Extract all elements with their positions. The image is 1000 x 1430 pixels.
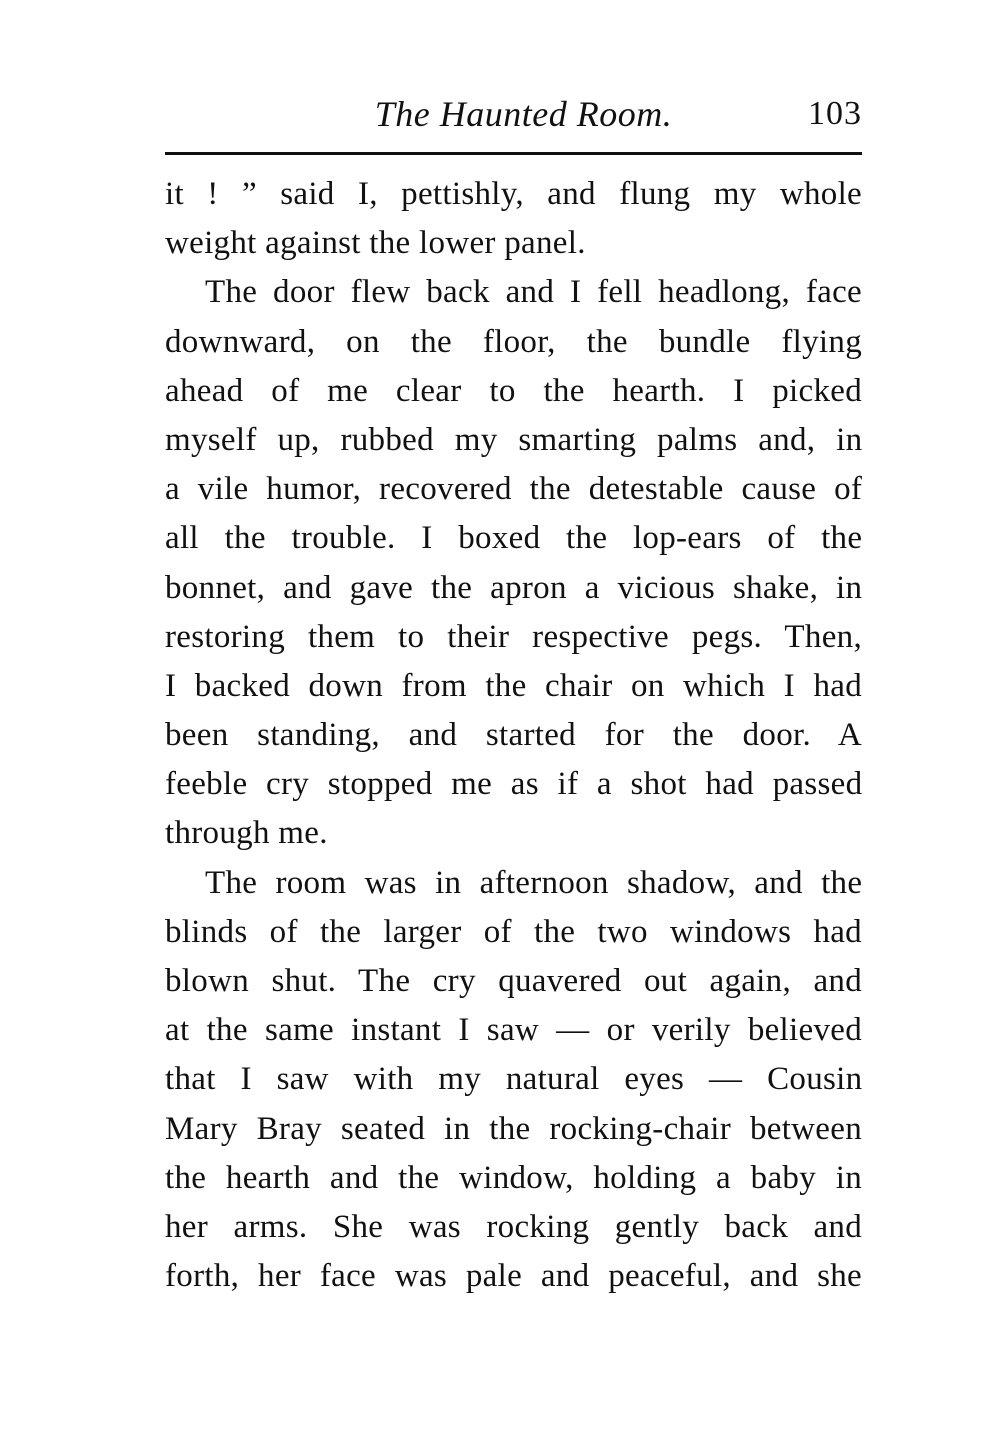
text-line: blinds of the larger of the two windows had — [165, 913, 862, 950]
running-head — [165, 88, 862, 140]
text-line: that I saw with my natural eyes — Cousin — [165, 1061, 863, 1098]
text-line: weight against the lower panel. — [165, 225, 586, 262]
text-line: bonnet, and gave the apron a vicious shake, in — [165, 569, 863, 606]
text-line: the hearth and the window, holding a baby in — [165, 1159, 862, 1196]
text-line: it ! ” said I, pettishly, and flung my whole — [165, 176, 862, 212]
text-line: through me. — [165, 815, 328, 852]
text-line: her arms. She was rocking gently back and — [165, 1208, 862, 1245]
text-line: a vile humor, recovered the detestable cause of — [165, 471, 863, 508]
text-line: myself up, rubbed my smarting palms and, in — [165, 421, 863, 458]
page-number: 103 — [808, 95, 862, 132]
text-line: ahead of me clear to the hearth. I picked — [165, 372, 862, 409]
paragraph — [165, 170, 862, 268]
text-line: been standing, and started for the door. A — [165, 717, 863, 754]
text-line: restoring them to their respective pegs. Then, — [165, 618, 862, 655]
text-line: The room was in afternoon shadow, and the — [205, 864, 863, 901]
text-line: forth, her face was pale and peaceful, and she — [165, 1258, 862, 1295]
body-text — [165, 170, 862, 1301]
text-line: feeble cry stopped me as if a shot had passed — [165, 766, 863, 803]
paragraph — [165, 859, 862, 1302]
text-line: all the trouble. I boxed the lop-ears of the — [165, 520, 863, 557]
running-title: The Haunted Room. — [374, 94, 673, 134]
text-line: downward, on the floor, the bundle flying — [165, 323, 862, 360]
text-line: I backed down from the chair on which I had — [165, 667, 862, 704]
text-line: Mary Bray seated in the rocking-chair between — [165, 1110, 862, 1147]
paragraph — [165, 268, 862, 858]
text-line: blown shut. The cry quavered out again, and — [165, 963, 862, 999]
header-rule — [165, 152, 862, 155]
text-line: The door flew back and I fell headlong, face — [205, 274, 862, 311]
text-line: at the same instant I saw — or verily believed — [165, 1012, 862, 1049]
